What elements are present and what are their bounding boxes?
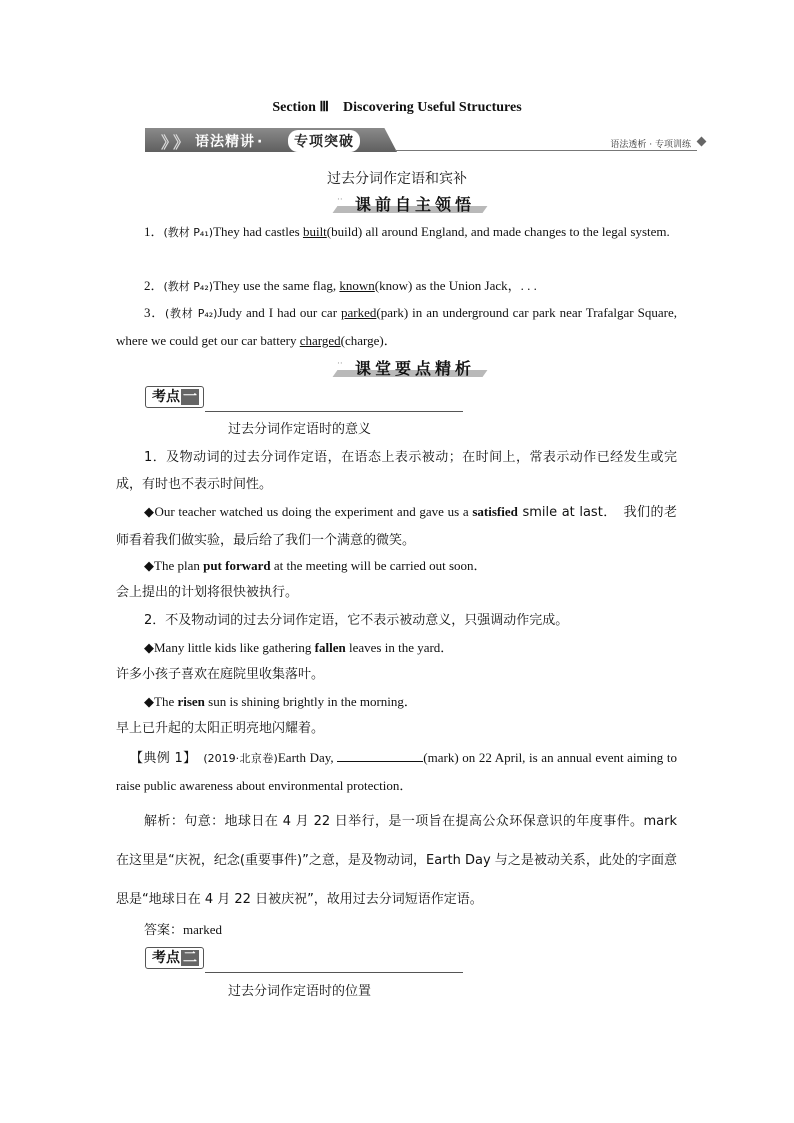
section-heading-class: ·· 课堂要点精析: [335, 356, 495, 378]
answer-blank: [337, 749, 423, 762]
point-2-example-2-translation: 早上已升起的太阳正明亮地闪耀着。: [116, 721, 325, 736]
page-title: Section Ⅲ Discovering Useful Structures: [272, 100, 522, 115]
exercise-3: 3．(教材 P₄₂)Judy and I had our car parked(park) in an underground car park near Trafalgar Square, where we could get our car battery charged(charge)．: [116, 305, 677, 348]
kaodian-2-title: 过去分词作定语时的位置: [228, 984, 372, 999]
point-1-example-2: ◆The plan put forward at the meeting will be carried out soon．: [144, 558, 487, 573]
point-2-text: 2．不及物动词的过去分词作定语，它不表示被动意义，只强调动作完成。: [144, 613, 569, 628]
typical-example-1: 【典例 1】 (2019·北京卷)Earth Day, (mark) on 22 April, is an annual event aiming to raise public awareness about environmental protection．: [116, 750, 677, 793]
point-2-example-1-translation: 许多小孩子喜欢在庭院里收集落叶。: [116, 667, 325, 682]
banner-pill: 专项突破: [288, 130, 360, 152]
point-1-example-2-translation: 会上提出的计划将很快被执行。: [116, 585, 299, 600]
answer-text: known: [339, 278, 375, 293]
section-heading-preview: ·· 课前自主领悟: [335, 192, 495, 214]
kaodian-2-header: 考点 二: [145, 947, 463, 973]
kaodian-1-header: 考点 一: [145, 386, 463, 412]
chevron-right-icon: 》: [161, 133, 178, 152]
kaodian-1-title: 过去分词作定语时的意义: [228, 422, 372, 437]
exercise-2: 2．(教材 P₄₂)They use the same flag, known(know) as the Union Jack，. . .: [144, 278, 537, 293]
banner-rule: [395, 150, 697, 151]
point-2-example-2: ◆The risen sun is shining brightly in the morning．: [144, 694, 417, 709]
banner-right-text: 语法透析 · 专项训练: [610, 140, 691, 150]
exercise-1: 1．(教材 P₄₁)They had castles built(build) all around England, and made changes to the legal system.: [144, 224, 670, 239]
point-2-example-1: ◆Many little kids like gathering fallen leaves in the yard．: [144, 640, 454, 655]
answer-text: parked: [341, 305, 377, 320]
banner-label: 语法精讲 ·: [195, 134, 264, 150]
section-banner: [145, 128, 705, 154]
chevron-right-icon: 》: [173, 133, 190, 152]
point-1-example-1: ◆Our teacher watched us doing the experiment and gave us a satisfied smile at last． 我们的老师看着我们做实验，最后给了我们一个满意的微笑。: [116, 504, 677, 548]
diamond-icon: [697, 137, 707, 147]
example-answer: 答案：marked: [144, 922, 222, 938]
answer-text: built: [302, 224, 327, 239]
example-analysis: 解析：句意：地球日在 4 月 22 日举行，是一项旨在提高公众环保意识的年度事件。mark 在这里是“庆祝，纪念(重要事件)”之意，是及物动词，Earth Day 与之是被动关系，此处的字面意思是“地球日在 4 月 22 日被庆祝”，故用过去分词短语作定语。: [116, 814, 677, 907]
point-1-text: 1．及物动词的过去分词作定语，在语态上表示被动；在时间上，常表示动作已经发生或完成，有时也不表示时间性。: [116, 450, 677, 492]
topic-title: 过去分词作定语和宾补: [327, 171, 467, 187]
answer-text: charged: [299, 333, 341, 348]
